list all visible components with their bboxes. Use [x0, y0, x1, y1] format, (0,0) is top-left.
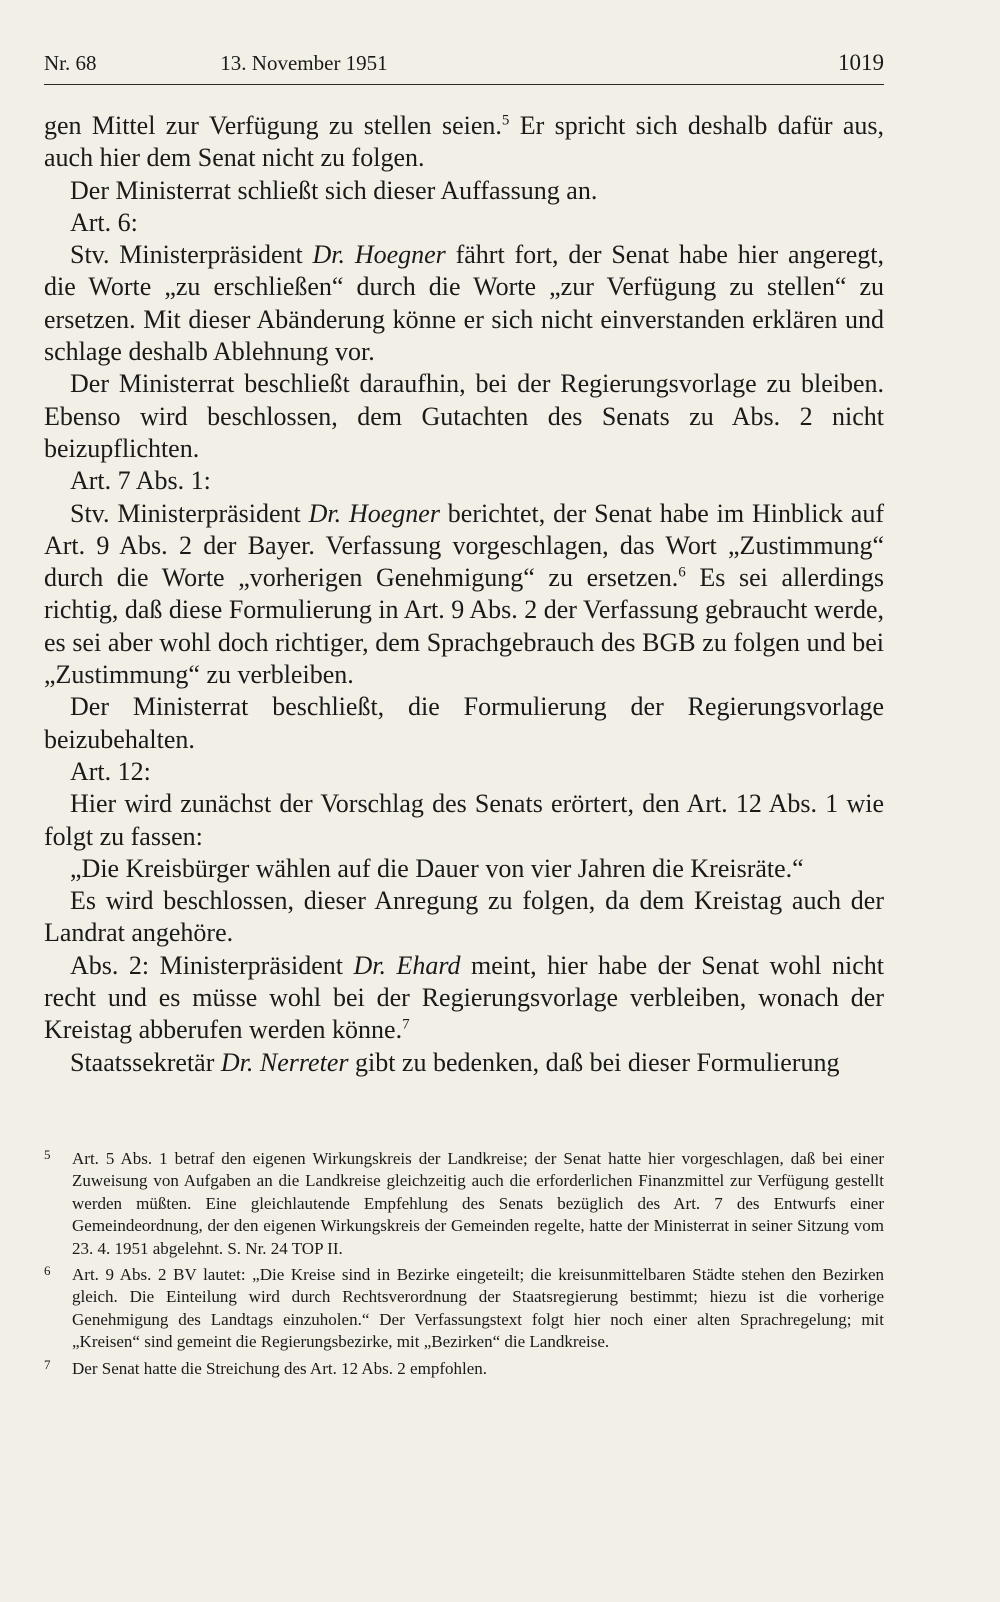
- footnote-text: Art. 9 Abs. 2 BV lautet: „Die Kreise sind in Bezirke eingeteilt; die kreisunmittelbaren Städte stehen den Bezirken gleich. Die Einteilung wird durch Rechtsverordnung der Staatsregierung bestimmt; hiezu ist die vorherige Genehmigung des Landtags einzuholen.“ Der Verfassungstext folgt hier noch einer alten Sprachregelung; mit „Kreisen“ sind gemeint die Regierungsbezirke, mit „Bezirken“ die Landkreise.: [72, 1265, 884, 1352]
- footnote-ref: 5: [501, 112, 510, 129]
- section-heading: Art. 6:: [70, 207, 138, 237]
- person-name: Dr. Nerreter: [220, 1047, 349, 1077]
- paragraph: gen Mittel zur Verfügung zu stellen seien.$^5$ Er spricht sich deshalb dafür aus, auch hier dem Senat nicht zu folgen.: [44, 111, 884, 173]
- section-heading: Art. 12:: [70, 756, 151, 786]
- footnote-ref: 7: [402, 1016, 410, 1033]
- paragraph: Der Ministerrat beschließt daraufhin, bei der Regierungsvorlage zu bleiben. Ebenso wird beschlossen, dem Gutachten des Senats zu Abs. 2 nicht beizupflichten.: [44, 369, 884, 463]
- paragraph: Der Ministerrat beschließt, die Formulierung der Regierungsvorlage beizubehalten.: [44, 692, 884, 754]
- page-number: 1019: [838, 50, 884, 75]
- footnote-number: 7: [44, 1356, 51, 1372]
- footnotes: [44, 1148, 884, 1384]
- footnote-ref: 6: [678, 564, 686, 581]
- main-text: [44, 110, 884, 1079]
- footnote-number: 6: [44, 1263, 51, 1279]
- footnote-7: [44, 1358, 884, 1380]
- person-name: Dr. Ehard: [353, 950, 461, 980]
- paragraph: Es wird beschlossen, dieser Anregung zu folgen, da dem Kreistag auch der Landrat angehöre.: [44, 886, 884, 948]
- header-rule: [44, 84, 884, 85]
- footnote-6: [44, 1264, 884, 1354]
- section-heading: Art. 7 Abs. 1:: [70, 466, 211, 496]
- paragraph: Abs. 2: Ministerpräsident Dr. Ehard meint, hier habe der Senat wohl nicht recht und es müsse wohl bei der Regierungsvorlage verbleiben, wonach der Kreistag abberufen werden könne.$^7$: [44, 950, 884, 1045]
- paragraph: Staatssekretär Dr. Nerreter gibt zu bedenken, daß bei dieser Formulierung: [70, 1047, 840, 1077]
- page-header: [44, 48, 884, 78]
- footnote-number: 5: [44, 1147, 51, 1162]
- header-date: 13. November 1951: [220, 51, 388, 75]
- person-name: Dr. Hoegner: [308, 498, 440, 528]
- footnote-5: [44, 1148, 884, 1260]
- issue-number: Nr. 68: [44, 51, 97, 75]
- person-name: Dr. Hoegner: [312, 240, 446, 270]
- document-page: [44, 0, 884, 1602]
- quotation: „Die Kreisbürger wählen auf die Dauer von vier Jahren die Kreisräte.“: [70, 853, 804, 883]
- paragraph: Stv. Ministerpräsident Dr. Hoegner fährt fort, der Senat habe hier angeregt, die Worte „zu erschließen“ durch die Worte „zur Verfügung zu stellen“ zu ersetzen. Mit dieser Abänderung könne er sich nicht einverstanden erklären und schlage deshalb Ablehnung vor.: [44, 240, 884, 367]
- paragraph: Der Ministerrat schließt sich dieser Auffassung an.: [70, 175, 598, 205]
- paragraph: Stv. Ministerpräsident Dr. Hoegner berichtet, der Senat habe im Hinblick auf Art. 9 Abs. 2 der Bayer. Verfassung vorgeschlagen, das Wort „Zustimmung“ durch die Worte „vorherigen Genehmigung“ zu ersetzen.$^6$ Es sei allerdings richtig, daß diese Formulierung in Art. 9 Abs. 2 der Verfassung gebraucht werde, es sei aber wohl doch richtiger, dem Sprachgebrauch des BGB zu folgen und bei „Zustimmung“ zu verbleiben.: [44, 498, 885, 690]
- footnote-text: Art. 5 Abs. 1 betraf den eigenen Wirkungskreis der Landkreise; der Senat hatte hier vorgeschlagen, daß bei einer Zuweisung von Aufgaben an die Landkreise gleichzeitig auch die erforderlichen Finanzmittel zur Verfügung gestellt werden müßten. Eine gleichlautende Empfehlung des Senats bezüglich des Art. 7 des Entwurfs einer Gemeindeordnung, der den eigenen Wirkungskreis der Gemeinden regelte, hatte der Ministerrat in seiner Sitzung vom 23. 4. 1951 abgelehnt. S. Nr. 24 TOP II.: [72, 1149, 884, 1258]
- footnote-text: Der Senat hatte die Streichung des Art. 12 Abs. 2 empfohlen.: [72, 1358, 487, 1378]
- paragraph: Hier wird zunächst der Vorschlag des Senats erörtert, den Art. 12 Abs. 1 wie folgt zu fassen:: [44, 789, 884, 851]
